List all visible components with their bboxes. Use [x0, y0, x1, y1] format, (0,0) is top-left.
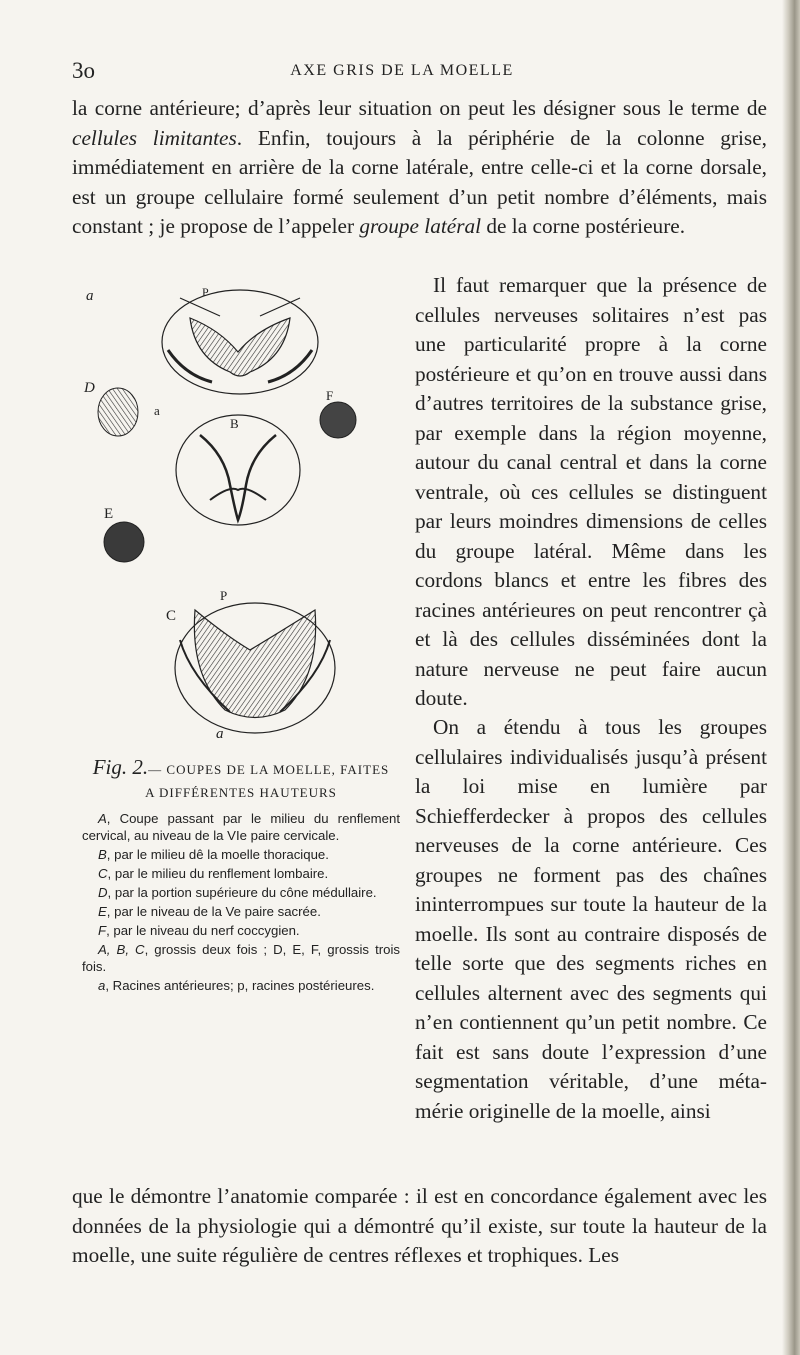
- caption-item: C, par le milieu du renflement lombaire.: [98, 866, 329, 881]
- caption-item: A, Coupe passant par le milieu du renflement cervical, au niveau de la VIe paire cervicale.: [82, 811, 400, 843]
- section-a: [162, 290, 318, 394]
- label-a-upper: a: [86, 288, 94, 304]
- page-edge: [782, 0, 800, 1355]
- label-p-lower: P: [220, 588, 228, 603]
- caption-item: A, B, C, grossis deux fois ; D, E, F, grossis trois fois.: [82, 942, 400, 974]
- top-paragraph: la corne antérieure; d’après leur situation on peut les désigner sous le terme de cellules limitantes. Enfin, toujours à la périphérie de la colonne grise, immédiatement en arrière de la corne latérale, entre celle-ci et la corne dorsale, est un groupe cellulaire formé seulement d’un petit nombre d’éléments, mais constant ; je propose de l’appeler groupe latéral de la corne postérieure.: [72, 96, 767, 238]
- caption-title: Fig. 2.— COUPES DE LA MOELLE, FAITES A DIFFÉRENTES HAUTEURS: [92, 755, 390, 800]
- spinal-cord-sections-illustration: [80, 280, 400, 750]
- section-c: [175, 603, 335, 733]
- right-paragraph-1: Il faut remarquer que la présence de cellules nerveuses solitaires n’est pas une particularité propre à la corne postérieure et qu’on en trouve aussi dans d’autres territoires de la substance grise, par exemple dans la région moyenne, autour du canal central et dans la corne ventrale, où ces cellules se distinguent par leurs moindres dimensions de celles du groupe latéral. Même dans les cordons blancs et entre les fibres des racines antérieures on peut rencontrer çà et là des cellules disséminées dont la nature nerveuse ne peut faire aucun doute.: [415, 273, 767, 710]
- caption-item: F, par le niveau du nerf coccygien.: [98, 923, 300, 938]
- label-e: E: [104, 506, 114, 522]
- spinal-cord-figure: [80, 280, 400, 750]
- caption-item: a, Racines antérieures; p, racines postérieures.: [98, 978, 375, 993]
- figure-label: Fig. 2.: [92, 755, 149, 779]
- page-header: [72, 58, 732, 88]
- bottom-paragraph: que le démontre l’anatomie comparée : il est en concordance également avec les données de la physiologie qui a démontré qu’il existe, sur toute la hauteur de la moelle, une suite régulière de centres réflexes et trophiques. Les: [72, 1184, 767, 1267]
- label-b: B: [230, 416, 239, 431]
- label-a-lower: a: [216, 726, 224, 742]
- section-e: [104, 522, 144, 562]
- label-a-middle: a: [154, 403, 160, 418]
- label-d: D: [84, 380, 95, 396]
- caption-item: E, par le niveau de la Ve paire sacrée.: [98, 904, 321, 919]
- caption-item: B, par le milieu dê la moelle thoracique.: [98, 847, 329, 862]
- page-number: 3o: [72, 58, 95, 83]
- running-title: AXE GRIS DE LA MOELLE: [290, 62, 514, 79]
- label-f: F: [326, 388, 334, 403]
- caption-item: D, par la portion supérieure du cône médullaire.: [98, 885, 377, 900]
- figure-caption: [82, 756, 400, 996]
- section-d: [98, 388, 138, 436]
- label-p-upper: P: [202, 285, 209, 299]
- right-paragraph-2: On a étendu à tous les groupes cellulaires individualisés jusqu’à présent la loi mise en lumière par Schiefferdecker à propos des cellules nerveuses de la corne antérieure. Ces groupes ne forment pas des chaînes ininterrompues sur toute la hauteur de la moelle. Ils sont au contraire disposés de telle sorte que des segments riches en cellules alternent avec des segments qui n’en contiennent qu’un petit nombre. Ce fait est sans doute l’expression d’une segmentation véritable, d’une méta- mérie originelle de la moelle, ainsi: [415, 715, 767, 1123]
- caption-body: [82, 810, 400, 994]
- label-c: C: [166, 608, 177, 624]
- section-b: [176, 415, 300, 525]
- section-f: [320, 402, 356, 438]
